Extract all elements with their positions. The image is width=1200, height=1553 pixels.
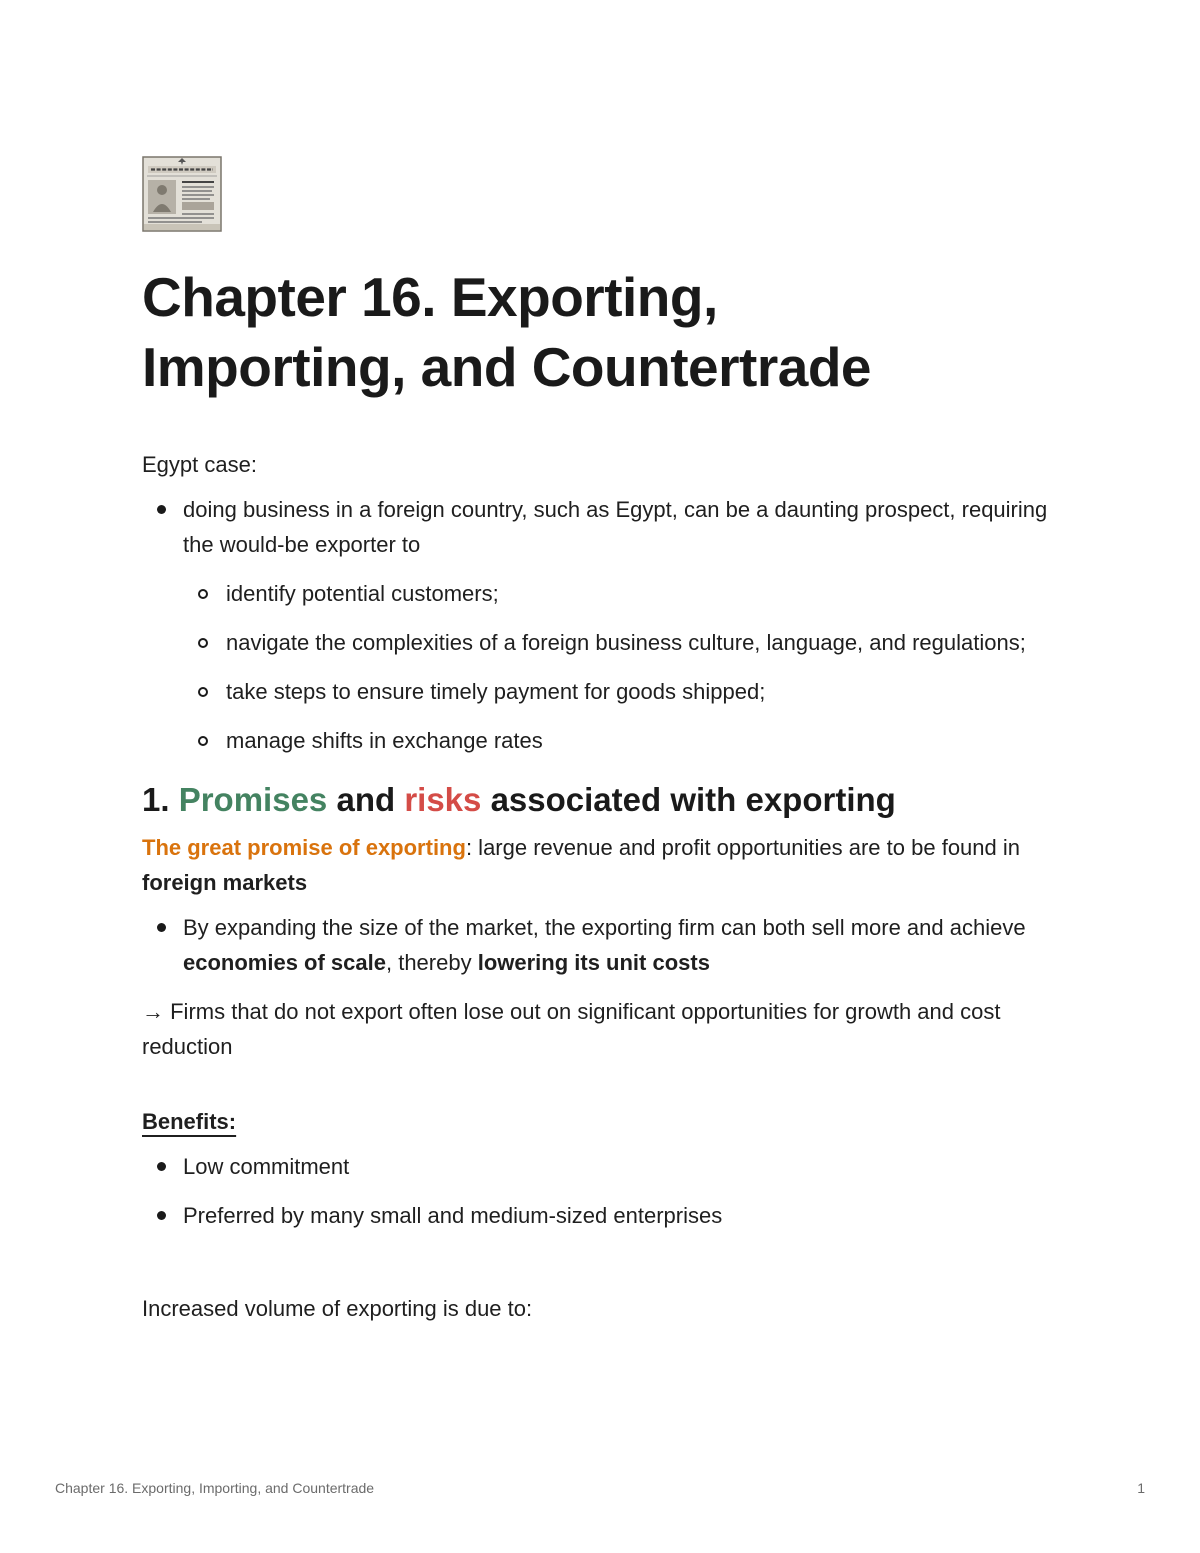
- scale-text-1: By expanding the size of the market, the exporting firm can both sell more and achieve: [183, 915, 1026, 940]
- heading-rest: associated with exporting: [490, 781, 896, 818]
- heading-number: 1.: [142, 781, 170, 818]
- volume-label: Increased volume of exporting is due to:: [142, 1296, 533, 1321]
- promise-paragraph: [142, 830, 1072, 900]
- case-list: [142, 492, 1072, 758]
- title-line-2: Importing, and Countertrade: [142, 336, 871, 398]
- benefits-label-row: [142, 1104, 1072, 1139]
- scale-list: [142, 910, 1072, 980]
- scale-bold-2: lowering its unit costs: [477, 950, 710, 975]
- case-sublist: [183, 576, 1072, 758]
- benefits-label: Benefits:: [142, 1109, 237, 1134]
- scale-text-2: , thereby: [385, 950, 478, 975]
- heading-promises: Promises: [178, 781, 328, 818]
- arrow-paragraph: → Firms that do not export often lose out on significant opportunities for growth and cost reduction: [142, 999, 1001, 1059]
- title-line-1: Chapter 16. Exporting,: [142, 266, 718, 328]
- case-label: Egypt case:: [142, 452, 257, 477]
- case-bullet-text: doing business in a foreign country, such as Egypt, can be a daunting prospect, requiring the would-be exporter to: [183, 497, 1048, 557]
- sublist-item: navigate the complexities of a foreign business culture, language, and regulations;: [183, 625, 1072, 660]
- heading-risks: risks: [404, 781, 482, 818]
- footer-page-number: 1: [1137, 1480, 1145, 1496]
- benefits-list: [142, 1149, 1072, 1233]
- newspaper-icon: [142, 156, 222, 232]
- document-page: [142, 156, 1072, 1326]
- scale-bold-1: economies of scale: [183, 950, 386, 975]
- promise-colon: :: [465, 835, 473, 860]
- list-item: [142, 492, 1072, 758]
- page-title: [142, 262, 1072, 402]
- sublist-item: manage shifts in exchange rates: [183, 723, 1072, 758]
- list-item: Low commitment: [142, 1149, 1072, 1184]
- promise-highlight: The great promise of exporting: [142, 835, 466, 860]
- heading-and: and: [336, 781, 396, 818]
- list-item: [142, 910, 1072, 980]
- promise-text: large revenue and profit opportunities are to be found in: [472, 835, 1020, 860]
- promise-bold: foreign markets: [142, 870, 308, 895]
- footer-title: Chapter 16. Exporting, Importing, and Countertrade: [55, 1480, 375, 1496]
- sublist-item: identify potential customers;: [183, 576, 1072, 611]
- spacer: [142, 1064, 1072, 1104]
- list-item: Preferred by many small and medium-sized enterprises: [142, 1198, 1072, 1233]
- section-heading: [142, 778, 1072, 822]
- spacer: [142, 1247, 1072, 1291]
- sublist-item: take steps to ensure timely payment for goods shipped;: [183, 674, 1072, 709]
